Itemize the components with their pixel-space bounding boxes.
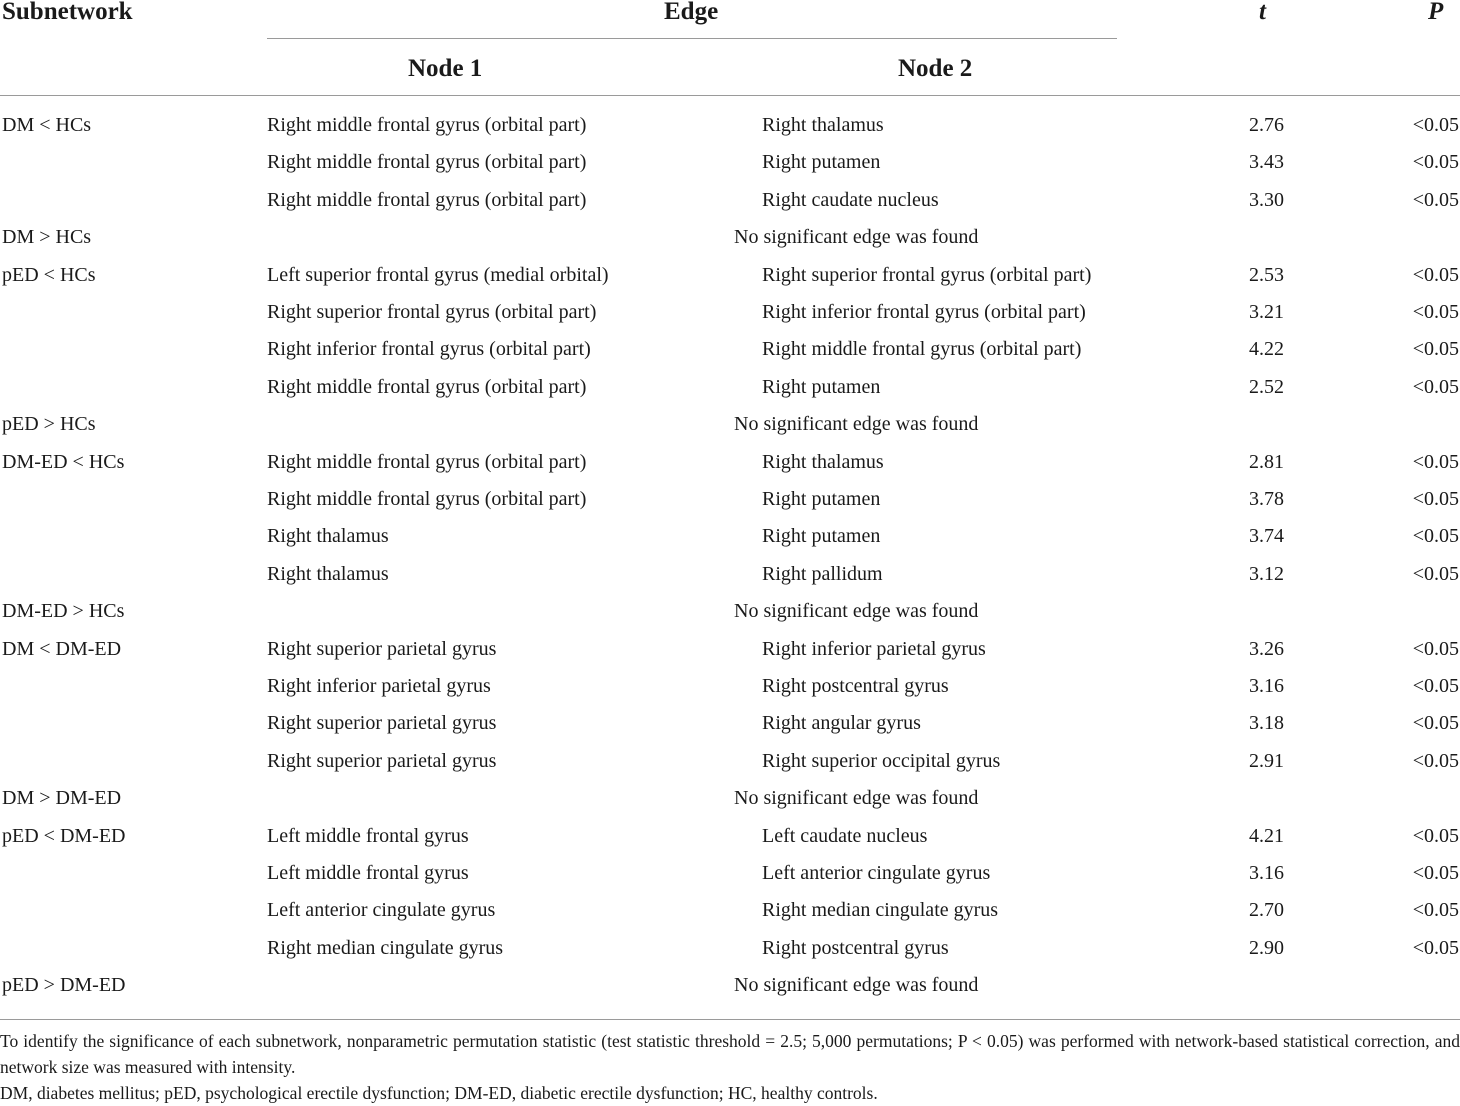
p-value-cell: <0.05	[1412, 114, 1459, 136]
t-value-cell: 3.43	[1249, 151, 1284, 174]
subnetwork-cell: DM-ED < HCs	[2, 450, 125, 473]
table-row	[0, 219, 1460, 256]
node1-cell: Left anterior cingulate gyrus	[267, 899, 496, 922]
node2-cell: Right putamen	[762, 375, 881, 398]
node2-cell: Right postcentral gyrus	[762, 936, 949, 959]
p-value-cell: <0.05	[1412, 338, 1459, 361]
t-value-cell: 3.21	[1249, 301, 1284, 323]
table-row	[0, 444, 1460, 481]
table-row	[0, 556, 1460, 593]
node2-cell: Left anterior cingulate gyrus	[762, 862, 991, 884]
t-value-cell: 2.70	[1249, 899, 1284, 922]
table-row	[0, 631, 1460, 668]
node1-cell: Right middle frontal gyrus (orbital part)	[267, 114, 587, 136]
node2-cell: Right superior occipital gyrus	[762, 749, 1001, 772]
node1-cell: Right superior parietal gyrus	[267, 637, 497, 660]
header-t: t	[1259, 0, 1266, 25]
table-row	[0, 743, 1460, 780]
p-value-cell: <0.05	[1412, 263, 1459, 286]
p-value-cell: <0.05	[1412, 936, 1459, 959]
p-value-cell: <0.05	[1412, 375, 1459, 398]
table-row	[0, 369, 1460, 406]
subnetwork-cell: DM < HCs	[2, 114, 92, 136]
node1-cell: Right middle frontal gyrus (orbital part)	[267, 151, 587, 174]
p-value-cell: <0.05	[1412, 899, 1459, 922]
table-row	[0, 518, 1460, 555]
t-value-cell: 2.53	[1249, 263, 1284, 286]
p-value-cell: <0.05	[1412, 151, 1459, 174]
header-node1: Node 1	[408, 55, 483, 82]
subnetwork-cell: pED < HCs	[2, 263, 96, 286]
footnote	[0, 1028, 1460, 1106]
p-value-cell: <0.05	[1412, 525, 1459, 548]
table-row	[0, 818, 1460, 855]
node1-cell: Right middle frontal gyrus (orbital part)	[267, 375, 587, 398]
t-value-cell: 3.16	[1249, 862, 1284, 884]
p-value-cell: <0.05	[1412, 862, 1459, 884]
node2-cell: Right putamen	[762, 488, 881, 510]
node2-cell: Right inferior parietal gyrus	[762, 637, 986, 660]
node1-cell: Right median cingulate gyrus	[267, 936, 504, 959]
table-row	[0, 705, 1460, 742]
no-edge-note: No significant edge was found	[734, 600, 979, 623]
header-subnetwork: Subnetwork	[2, 0, 133, 25]
node2-cell: Right inferior frontal gyrus (orbital part)	[762, 301, 1086, 323]
t-value-cell: 3.26	[1249, 637, 1284, 660]
t-value-cell: 3.78	[1249, 488, 1284, 510]
table-row	[0, 892, 1460, 929]
node2-cell: Right putamen	[762, 151, 881, 174]
node1-cell: Left middle frontal gyrus	[267, 862, 469, 884]
node2-cell: Right postcentral gyrus	[762, 675, 949, 697]
t-value-cell: 2.52	[1249, 375, 1284, 398]
table-row	[0, 331, 1460, 368]
node1-cell: Right thalamus	[267, 525, 389, 548]
node2-cell: Right angular gyrus	[762, 712, 921, 735]
t-value-cell: 3.74	[1249, 525, 1284, 548]
node1-cell: Left superior frontal gyrus (medial orbital)	[267, 263, 609, 286]
node1-cell: Right inferior parietal gyrus	[267, 675, 491, 697]
node2-cell: Right caudate nucleus	[762, 188, 939, 211]
table-row	[0, 967, 1460, 1004]
no-edge-note: No significant edge was found	[734, 413, 979, 436]
node2-cell: Right thalamus	[762, 114, 884, 136]
subnetwork-cell: pED < DM-ED	[2, 824, 126, 847]
footnote-method: To identify the significance of each subnetwork, nonparametric permutation statistic (test statistic threshold = 2.5; 5,000 permutations; P < 0.05) was performed with network-based statistical correction, and network size was measured with intensity.	[0, 1031, 1460, 1077]
p-value-cell: <0.05	[1412, 562, 1459, 585]
t-value-cell: 2.91	[1249, 749, 1284, 772]
header-node2: Node 2	[898, 55, 973, 82]
p-value-cell: <0.05	[1412, 637, 1459, 660]
p-value-cell: <0.05	[1412, 450, 1459, 473]
no-edge-note: No significant edge was found	[734, 787, 979, 810]
node2-cell: Right thalamus	[762, 450, 884, 473]
t-value-cell: 2.76	[1249, 114, 1284, 136]
p-value-cell: <0.05	[1412, 824, 1459, 847]
node1-cell: Right thalamus	[267, 562, 389, 585]
p-value-cell: <0.05	[1412, 188, 1459, 211]
node1-cell: Right middle frontal gyrus (orbital part)	[267, 488, 587, 510]
table-row	[0, 406, 1460, 443]
table-row	[0, 182, 1460, 219]
p-value-cell: <0.05	[1412, 749, 1459, 772]
node1-cell: Right middle frontal gyrus (orbital part)	[267, 450, 587, 473]
table-row	[0, 780, 1460, 817]
no-edge-note: No significant edge was found	[734, 974, 979, 997]
table-row	[0, 855, 1460, 892]
p-value-cell: <0.05	[1412, 712, 1459, 735]
t-value-cell: 4.21	[1249, 824, 1284, 847]
t-value-cell: 3.16	[1249, 675, 1284, 697]
no-edge-note: No significant edge was found	[734, 226, 979, 249]
header-p: P	[1428, 0, 1444, 25]
table-row	[0, 144, 1460, 181]
node1-cell: Right inferior frontal gyrus (orbital part)	[267, 338, 591, 361]
node2-cell: Right middle frontal gyrus (orbital part)	[762, 338, 1082, 361]
subnetwork-cell: pED > HCs	[2, 413, 96, 436]
node2-cell: Right median cingulate gyrus	[762, 899, 999, 922]
p-value-cell: <0.05	[1412, 301, 1459, 323]
node1-cell: Left middle frontal gyrus	[267, 824, 469, 847]
table-row	[0, 930, 1460, 967]
table-row	[0, 257, 1460, 294]
table-row	[0, 668, 1460, 705]
footnote-abbreviations: DM, diabetes mellitus; pED, psychological erectile dysfunction; DM-ED, diabetic erectile dysfunction; HC, healthy controls.	[0, 1083, 878, 1103]
subnetwork-cell: DM > HCs	[2, 226, 92, 249]
t-value-cell: 3.12	[1249, 562, 1284, 585]
table-row	[0, 107, 1460, 144]
header-edge: Edge	[664, 0, 719, 25]
p-value-cell: <0.05	[1412, 675, 1459, 697]
t-value-cell: 3.30	[1249, 188, 1284, 211]
node1-cell: Right superior parietal gyrus	[267, 749, 497, 772]
t-value-cell: 2.90	[1249, 936, 1284, 959]
table-row	[0, 294, 1460, 331]
subnetwork-cell: DM > DM-ED	[2, 787, 122, 810]
node1-cell: Right superior parietal gyrus	[267, 712, 497, 735]
node1-cell: Right superior frontal gyrus (orbital part)	[267, 301, 597, 323]
header-rule	[0, 95, 1460, 96]
node1-cell: Right middle frontal gyrus (orbital part)	[267, 188, 587, 211]
node2-cell: Left caudate nucleus	[762, 824, 928, 847]
edge-underline	[267, 38, 1117, 39]
table-row	[0, 481, 1460, 518]
t-value-cell: 3.18	[1249, 712, 1284, 735]
table-bottom-rule	[0, 1019, 1460, 1020]
subnetwork-cell: DM-ED > HCs	[2, 600, 125, 623]
subnetwork-cell: DM < DM-ED	[2, 637, 122, 660]
subnetwork-cell: pED > DM-ED	[2, 974, 126, 997]
table-row	[0, 593, 1460, 630]
node2-cell: Right superior frontal gyrus (orbital part)	[762, 263, 1092, 286]
node2-cell: Right putamen	[762, 525, 881, 548]
t-value-cell: 4.22	[1249, 338, 1284, 361]
node2-cell: Right pallidum	[762, 562, 883, 585]
p-value-cell: <0.05	[1412, 488, 1459, 510]
t-value-cell: 2.81	[1249, 450, 1284, 473]
